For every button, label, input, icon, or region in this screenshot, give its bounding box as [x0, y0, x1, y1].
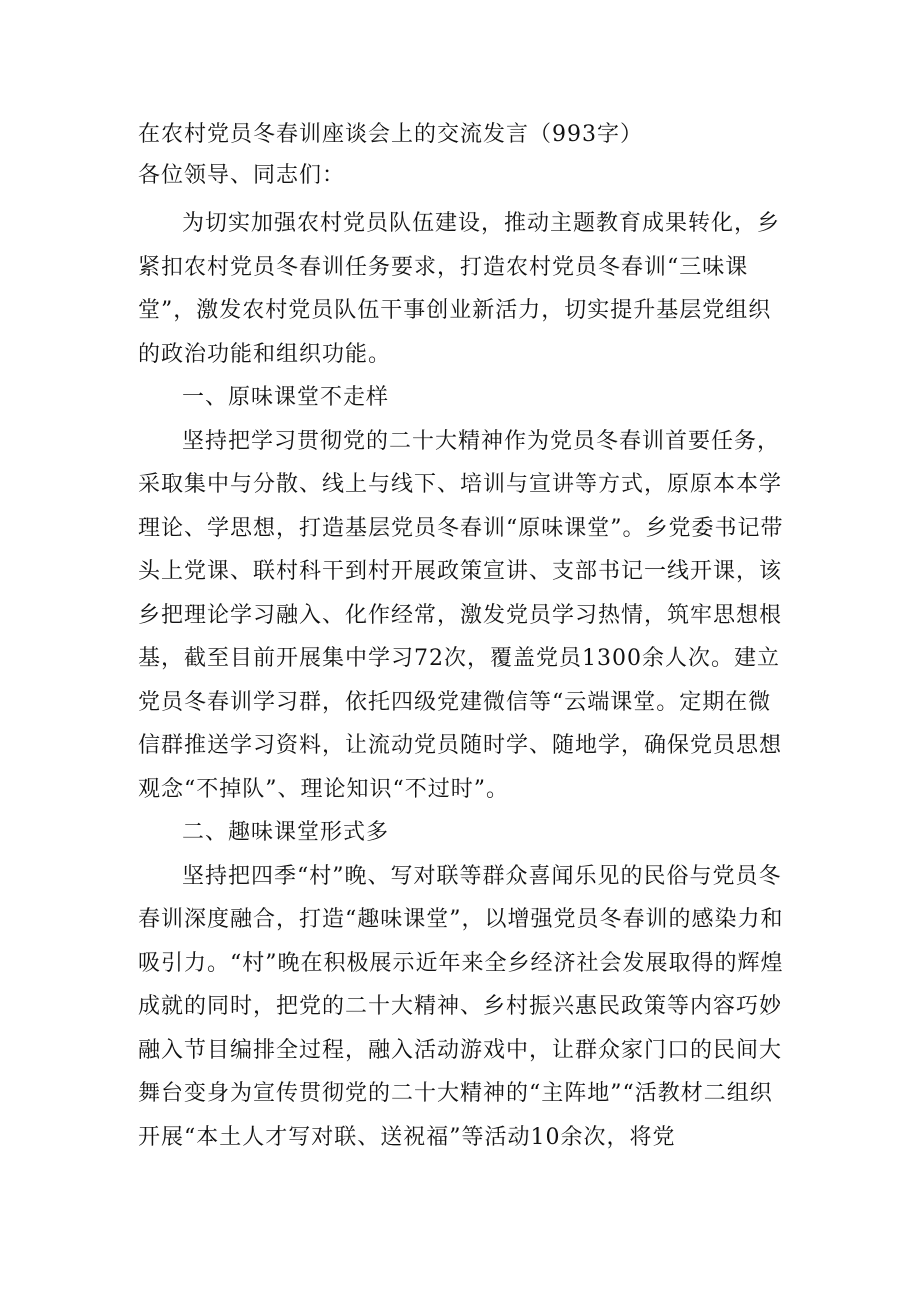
section-1-paragraph: 坚持把学习贯彻党的二十大精神作为党员冬春训首要任务，采取集中与分散、线上与线下、培训与宣讲等方式，原原本本学理论、学思想，打造基层党员冬春训“原味课堂”。乡党委书记带头上党课、联村科干到村开展政策宣讲、支部书记一线开课，该乡把理论学习融入、化作经常，激发党员学习热情，筑牢思想根基，截至目前开展集中学习72次，覆盖党员1300余人次。建立党员冬春训学习群，依托四级党建微信等“云端课堂。定期在微信群推送学习资料，让流动党员随时学、随地学，确保党员思想观念“不掉队”、理论知识“不过时”。: [138, 428, 784, 802]
document-body: [138, 202, 790, 1159]
section-2-paragraph: 坚持把四季“村”晚、写对联等群众喜闻乐见的民俗与党员冬春训深度融合，打造“趣味课堂”，以增强党员冬春训的感染力和吸引力。“村”晚在积极展示近年来全乡经济社会发展取得的辉煌成就的同时，把党的二十大精神、乡村振兴惠民政策等内容巧妙融入节目编排全过程，融入活动游戏中，让群众家门口的民间大舞台变身为宣传贯彻党的二十大精神的“主阵地”“活教材二组织开展“本土人才写对联、送祝福”等活动10余次，将党: [138, 863, 784, 1150]
document-title: 在农村党员冬春训座谈会上的交流发言（993字）: [138, 122, 643, 147]
section-heading-1: 一、原味课堂不走样: [182, 385, 390, 410]
salutation: 各位领导、同志们：: [138, 163, 346, 188]
intro-paragraph: 为切实加强农村党员队伍建设，推动主题教育成果转化，乡紧扣农村党员冬春训任务要求，打造农村党员冬春训“三味课堂”，激发农村党员队伍干事创业新活力，切实提升基层党组织的政治功能和组织功能。: [138, 211, 781, 367]
section-heading-2: 二、趣味课堂形式多: [182, 820, 390, 845]
